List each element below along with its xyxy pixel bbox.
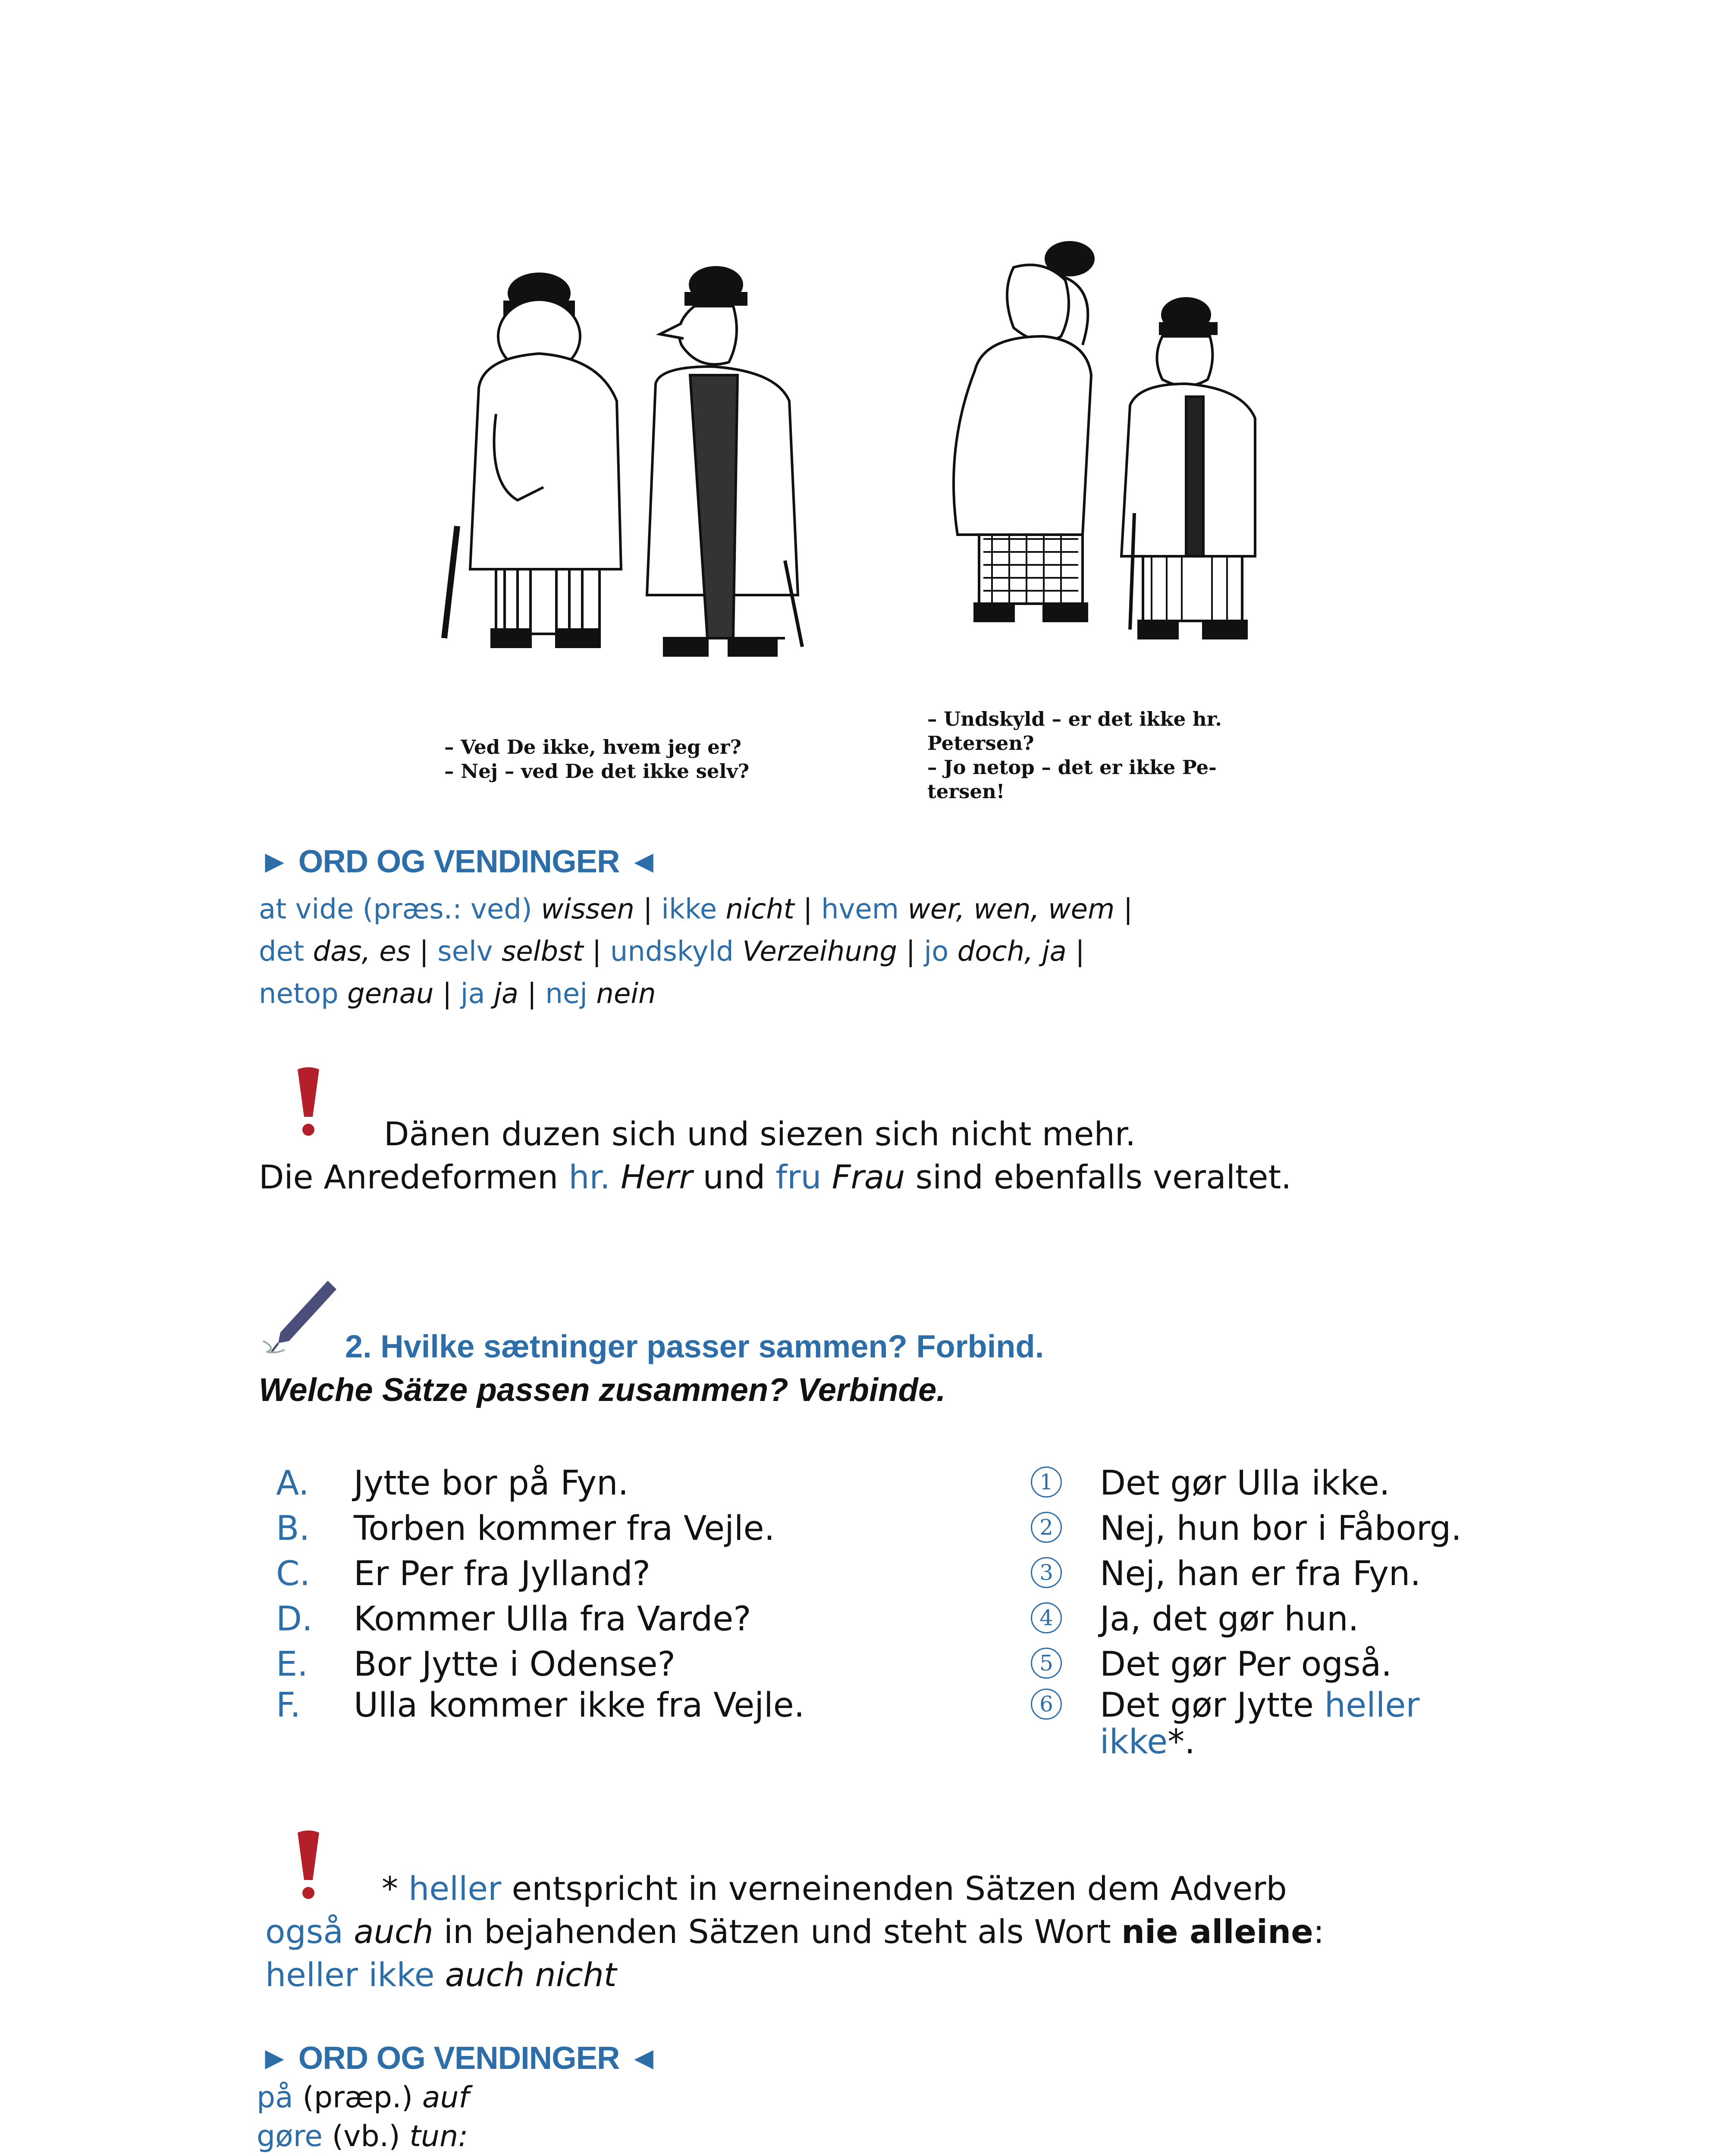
vocab2-heading: ► ORD OG VENDINGER ◄ [259,2040,659,2076]
cartoon2-caption-line3: – Jo netop – det er ikke Pe- [927,756,1217,779]
cartoon2-caption-line2: Petersen? [927,732,1034,755]
word-heller: heller [1324,1686,1420,1725]
item-text: Ja, det gør hun. [1100,1600,1359,1639]
cartoon-men-with-hats-1 [431,259,819,699]
item-letter: F. [276,1686,301,1725]
note-heller [265,1867,1602,1996]
item-text: Ulla kommer ikke fra Vejle. [354,1686,805,1725]
vocab-separator: | [1075,936,1085,968]
vocab-da: at vide (præs.: ved) [259,893,532,925]
grammar-tag: (præp.) [293,2081,422,2115]
item-letter: E. [276,1645,308,1684]
task-right-item-cont [1100,1723,1195,1761]
cartoon2-caption-line4: tersen! [927,780,1005,803]
item-text: Bor Jytte i Odense? [354,1645,676,1684]
vocab-da: det [259,936,305,968]
item-text: Er Per fra Jylland? [354,1554,651,1593]
note1-line1: Dänen duzen sich und siezen sich nicht mehr. [384,1115,1136,1153]
vocab2-list [257,2078,1551,2156]
man-with-pointed-nose [647,267,802,655]
vocab-separator: | [906,936,915,968]
item-text: Torben kommer fra Vejle. [354,1509,775,1548]
cartoon1-caption-line1: – Ved De ikke, hvem jeg er? [444,736,741,758]
item-text: Nej, han er fra Fyn. [1100,1554,1421,1593]
task-subtitle: Welche Sätze passen zusammen? Verbinde. [259,1372,946,1408]
vocab-da: ja [460,978,485,1010]
task-title: 2. Hvilke sætninger passer sammen? Forbind. [345,1329,1044,1364]
item-letter: D. [276,1600,313,1639]
vocab-de: wer, wen, wem [907,893,1115,925]
word-gore: gøre [257,2119,323,2153]
word-heller-ikke: heller ikke [265,1955,435,1994]
vocab-da: nej [545,978,588,1010]
word-heller: heller [408,1869,502,1908]
item-letter: A. [276,1464,309,1503]
item-letter: B. [276,1509,310,1548]
cartoon-men-with-hats-2 [927,233,1272,655]
vocab-de: nein [596,978,656,1010]
note1-word-herr: Herr [621,1158,693,1196]
translation: auf [422,2081,469,2115]
vocab-de: nicht [725,893,794,925]
word-paa: på [257,2081,293,2115]
vocab-de: doch, ja [957,936,1067,968]
vocab-da: jo [924,936,949,968]
vocab-da: selv [437,936,493,968]
footnote-star: * [382,1869,409,1908]
vocab1-list [259,888,1380,1015]
circled-number: 6 [1031,1689,1062,1720]
note1-text: Die Anredeformen [259,1158,569,1196]
circled-number: 1 [1031,1467,1062,1498]
item-text: Jytte bor på Fyn. [354,1464,629,1503]
cartoon2-caption-line1: – Undskyld – er det ikke hr. [927,708,1222,730]
vocab1-heading: ► ORD OG VENDINGER ◄ [259,843,659,879]
grammar-tag: (vb.) [323,2119,410,2153]
vocab-da: netop [259,978,339,1010]
note2-text: entspricht in verneinenden Sätzen dem Adverb [501,1869,1287,1908]
item-text: Det gør Jytte [1100,1686,1325,1725]
item-text: Kommer Ulla fra Varde? [354,1600,751,1639]
vocab-separator: | [592,936,602,968]
vocab-de: das, es [313,936,411,968]
vocab-de: Verzeihung [742,936,898,968]
vocab-de: genau [347,978,434,1010]
vocab-separator: | [643,893,653,925]
vocab-separator: | [527,978,537,1010]
pen-icon [259,1276,341,1358]
man-scratching-head [954,242,1093,621]
circled-number: 5 [1031,1648,1062,1679]
item-text: Det gør Ulla ikke. [1100,1464,1390,1503]
note1-word-fru: fru [775,1158,822,1196]
item-letter: C. [276,1554,311,1593]
circled-number: 2 [1031,1512,1062,1543]
vocab-separator: | [803,893,813,925]
vocab-separator: | [419,936,429,968]
vocab-separator: | [1123,893,1133,925]
vocab-da: hvem [821,893,899,925]
vocab-da: ikke [661,893,717,925]
man-with-glasses-and-cane [1121,298,1255,638]
man-with-glasses [444,274,621,647]
note1-word-frau: Frau [832,1158,905,1196]
note2-text: : [1313,1912,1325,1951]
note-address-forms [259,1112,1553,1199]
word-nie-alleine: nie alleine [1121,1912,1313,1951]
note1-text: und [692,1158,776,1196]
word-auch-nicht: auch nicht [445,1955,617,1994]
note2-text: in bejahenden Sätzen und steht als Wort [433,1912,1121,1951]
vocab-de: wissen [541,893,634,925]
word-ikke: ikke [1100,1723,1168,1761]
item-text: Det gør Per også. [1100,1645,1392,1684]
word-ogsaa: også [265,1912,343,1951]
note1-word-hr: hr. [568,1158,610,1196]
circled-number: 3 [1031,1557,1062,1588]
word-auch: auch [354,1912,433,1951]
vocab-da: undskyld [610,936,734,968]
vocab-separator: | [442,978,452,1010]
note1-text: sind ebenfalls veraltet. [905,1158,1292,1196]
circled-number: 4 [1031,1602,1062,1633]
translation: tun: [409,2119,468,2153]
footnote-star: *. [1168,1723,1196,1761]
vocab-de: ja [494,978,519,1010]
cartoon1-caption-line2: – Nej – ved De det ikke selv? [444,760,750,783]
item-text: Nej, hun bor i Fåborg. [1100,1509,1462,1548]
vocab-de: selbst [502,936,584,968]
